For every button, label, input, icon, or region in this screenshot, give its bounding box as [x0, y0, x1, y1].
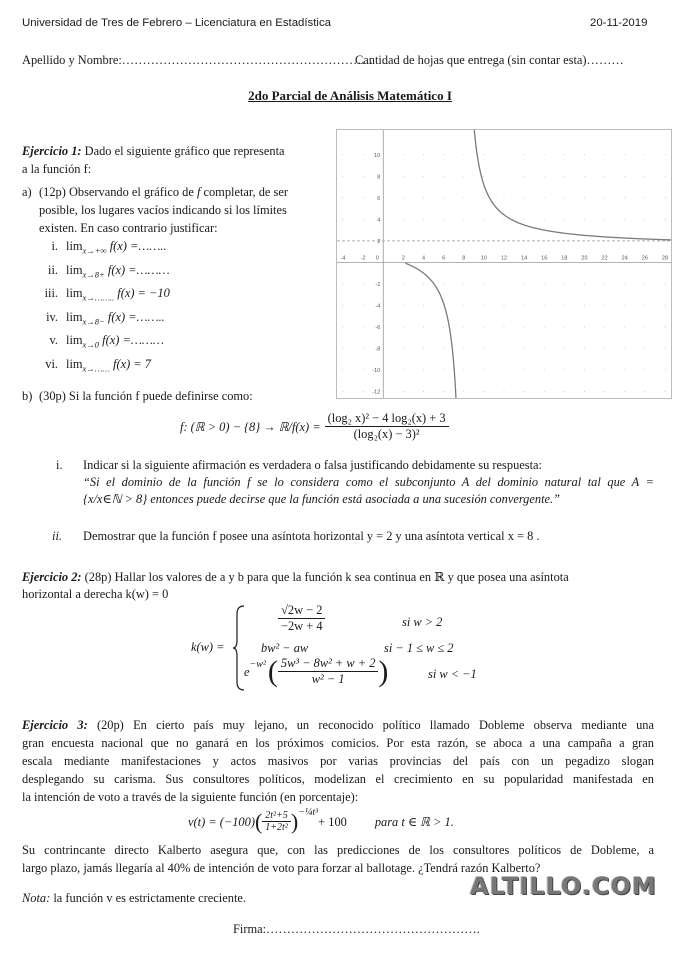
grid-dot	[624, 305, 625, 306]
limit-expression: f(x) =………	[104, 263, 170, 277]
grid-dot	[443, 369, 444, 370]
x-tick-label: 22	[601, 255, 608, 262]
grid-dot	[584, 176, 585, 177]
v-rparen: )	[290, 808, 299, 834]
grid-dot	[423, 283, 424, 284]
grid-dot	[503, 219, 504, 220]
x-tick-label: 16	[541, 255, 548, 262]
k-case2: bw² − aw	[261, 641, 309, 655]
limit-expression: f(x) =………	[99, 333, 164, 347]
ex3-line2: gran encuesta nacional que no ganará en los próximos comicios. Por esta razón, se aboca a una campaña a gran	[22, 736, 654, 750]
ex2-line1	[22, 568, 569, 586]
v-right: + 100	[318, 814, 347, 829]
grid-dot	[544, 197, 545, 198]
y-tick-label: 6	[377, 195, 381, 202]
ex1-b-label: b)	[22, 389, 33, 403]
grid-dot	[564, 154, 565, 155]
limit-item	[30, 261, 170, 283]
ex1-ii-num: ii.	[52, 529, 62, 543]
grid-dot	[624, 369, 625, 370]
ex3-line1	[22, 716, 654, 734]
limit-word: lim	[66, 286, 83, 300]
function-graph-svg	[337, 130, 671, 398]
grid-dot	[443, 283, 444, 284]
grid-dot	[423, 305, 424, 306]
grid-dot	[403, 369, 404, 370]
x-tick-label: 14	[521, 255, 528, 262]
limit-subscript: x→……..	[82, 292, 115, 303]
k-case1-den: −2w + 4	[281, 619, 323, 633]
function-graph	[336, 129, 672, 399]
limit-number: iv.	[46, 310, 58, 324]
grid-dot	[403, 391, 404, 392]
grid-dot	[604, 219, 605, 220]
v-formula	[188, 806, 454, 834]
ex1-a-points: (12p)	[39, 185, 66, 199]
grid-dot	[363, 283, 364, 284]
grid-dot	[463, 219, 464, 220]
ex2-heading: Ejercicio 2:	[22, 570, 82, 584]
grid-dot	[503, 176, 504, 177]
ex1-a-label: a)	[22, 185, 32, 199]
grid-dot	[463, 305, 464, 306]
grid-dot	[483, 154, 484, 155]
limit-item	[30, 308, 165, 330]
grid-dot	[664, 305, 665, 306]
ex1-a-line1	[39, 183, 288, 201]
x-tick-label: 4	[421, 255, 426, 262]
limit-subscript: x→0	[82, 339, 100, 350]
k-case3-cond: si w < −1	[428, 667, 477, 681]
curve-left-branch	[405, 263, 457, 398]
grid-dot	[524, 391, 525, 392]
x-tick-label: 24	[621, 255, 628, 262]
grid-dot	[363, 326, 364, 327]
ex3-line3: escala mediante manifestaciones y actos masivos por varias provincias del país con un pegadizo slogan	[22, 754, 654, 768]
grid-dot	[624, 348, 625, 349]
grid-dot	[342, 348, 343, 349]
ex3-heading: Ejercicio 3:	[22, 718, 88, 732]
k-case2-cond: si − 1 ≤ w ≤ 2	[384, 641, 454, 655]
x-tick-label: 12	[500, 255, 508, 262]
grid-dot	[443, 219, 444, 220]
note-label: Nota:	[22, 891, 51, 905]
y-tick-label: -8	[375, 346, 381, 353]
grid-dot	[664, 369, 665, 370]
grid-dot	[644, 326, 645, 327]
grid-dot	[564, 326, 565, 327]
limit-word: lim	[66, 263, 83, 277]
grid-dot	[584, 348, 585, 349]
grid-dot	[604, 154, 605, 155]
grid-dot	[443, 197, 444, 198]
grid-dot	[644, 369, 645, 370]
y-tick-label: -2	[375, 281, 381, 288]
limit-word: lim	[66, 333, 83, 347]
grid-dot	[604, 176, 605, 177]
grid-dot	[342, 176, 343, 177]
k-left: k(w) =	[191, 640, 225, 654]
grid-dot	[524, 369, 525, 370]
grid-dot	[524, 154, 525, 155]
grid-dot	[403, 326, 404, 327]
grid-dot	[564, 219, 565, 220]
grid-dot	[564, 348, 565, 349]
grid-dot	[403, 197, 404, 198]
limit-number: i.	[51, 239, 58, 253]
grid-dot	[363, 176, 364, 177]
grid-dot	[342, 326, 343, 327]
grid-dot	[483, 283, 484, 284]
grid-dot	[423, 197, 424, 198]
grid-dot	[604, 326, 605, 327]
v-left: v(t) = (−100)	[188, 814, 255, 829]
grid-dot	[503, 283, 504, 284]
grid-dot	[503, 326, 504, 327]
limit-expression: f(x) = 7	[109, 357, 151, 371]
grid-dot	[483, 197, 484, 198]
grid-dot	[503, 369, 504, 370]
grid-dot	[544, 283, 545, 284]
grid-dot	[624, 197, 625, 198]
grid-dot	[544, 391, 545, 392]
grid-dot	[342, 305, 343, 306]
limit-number: ii.	[48, 263, 58, 277]
grid-dot	[403, 283, 404, 284]
grid-dot	[403, 305, 404, 306]
grid-dot	[463, 326, 464, 327]
ex3-line5: la intención de voto a través de la siguiente función (en porcentaje):	[22, 790, 359, 804]
ex1-a-text2: completar, de ser	[200, 185, 288, 199]
ex1-a-line2: posible, los lugares vacíos indicando si los límites	[39, 203, 287, 217]
x-tick-label: -2	[360, 255, 366, 262]
grid-dot	[342, 283, 343, 284]
grid-dot	[423, 326, 424, 327]
grid-dot	[584, 391, 585, 392]
ex2-text: (28p) Hallar los valores de a y b para que la función k sea continua en ℝ y que posea una asíntota	[81, 570, 569, 584]
grid-dot	[644, 348, 645, 349]
grid-dot	[342, 197, 343, 198]
grid-dot	[604, 391, 605, 392]
x-tick-label: 2	[401, 255, 405, 262]
grid-dot	[403, 348, 404, 349]
ex1-intro-text: Dado el siguiente gráfico que representa	[81, 144, 285, 158]
k-case1-num: √2w − 2	[278, 603, 325, 619]
grid-dot	[483, 176, 484, 177]
limit-number: iii.	[44, 286, 58, 300]
f-definition-left: f: (ℝ > 0) − {8} → ℝ/f(x) =	[180, 419, 321, 434]
grid-dot	[463, 176, 464, 177]
institution-header: Universidad de Tres de Febrero – Licenciatura en Estadística	[22, 17, 331, 29]
grid-dot	[604, 197, 605, 198]
y-tick-label: 4	[377, 217, 381, 224]
x-tick-label: 8	[462, 255, 466, 262]
grid-dot	[604, 283, 605, 284]
grid-dot	[342, 391, 343, 392]
limit-subscript: x→8+	[82, 269, 105, 280]
grid-dot	[524, 305, 525, 306]
grid-dot	[463, 154, 464, 155]
grid-dot	[564, 305, 565, 306]
k-case1	[278, 603, 326, 634]
x-tick-label: 10	[480, 255, 487, 262]
ex1-i-quote1: “Si el dominio de la función f se lo considera como el subconjunto A del dominio natural tal que A =	[83, 475, 654, 489]
grid-dot	[363, 197, 364, 198]
exam-title: 2do Parcial de Análisis Matemático I	[248, 88, 452, 103]
grid-dot	[604, 305, 605, 306]
grid-dot	[342, 154, 343, 155]
grid-dot	[403, 176, 404, 177]
grid-dot	[664, 154, 665, 155]
signature-line: Firma:…………………………………………….	[233, 922, 480, 936]
y-tick-label: 8	[377, 174, 381, 181]
k-case3-lparen: (	[267, 654, 278, 688]
v-exponent: −¼t³	[298, 806, 319, 818]
y-tick-label: -6	[375, 324, 381, 331]
grid-dot	[463, 369, 464, 370]
grid-dot	[564, 283, 565, 284]
grid-dot	[524, 219, 525, 220]
grid-dot	[644, 283, 645, 284]
grid-dot	[624, 154, 625, 155]
k-case3-frac	[278, 656, 378, 687]
grid-dot	[544, 154, 545, 155]
note-text: la función v es estrictamente creciente.	[50, 891, 246, 905]
grid-dot	[443, 391, 444, 392]
grid-dot	[584, 197, 585, 198]
grid-dot	[423, 219, 424, 220]
k-case3-base: e	[244, 664, 250, 679]
grid-dot	[644, 219, 645, 220]
v-inner-frac	[262, 810, 291, 833]
ex1-a-line3: existen. En caso contrario justificar:	[39, 221, 218, 235]
grid-dot	[544, 176, 545, 177]
k-case3-exp: −w²	[249, 658, 266, 670]
grid-dot	[664, 176, 665, 177]
grid-dot	[644, 197, 645, 198]
grid-dot	[664, 283, 665, 284]
f-fraction	[325, 411, 449, 442]
limit-item	[30, 331, 164, 353]
curve-right-branch	[472, 130, 671, 240]
grid-dot	[483, 391, 484, 392]
grid-dot	[524, 348, 525, 349]
grid-dot	[524, 176, 525, 177]
ex3-line4: desplegando su carisma. Sus consultores políticos, modelizan el crecimiento en su popularidad manifestada en	[22, 772, 654, 786]
k-case3	[244, 656, 388, 687]
grid-dot	[483, 369, 484, 370]
grid-dot	[363, 369, 364, 370]
grid-dot	[584, 326, 585, 327]
v-condition: para t ∈ ℝ > 1.	[374, 814, 454, 829]
grid-dot	[584, 219, 585, 220]
ex1-intro-2: a la función f:	[22, 162, 92, 176]
grid-dot	[483, 348, 484, 349]
grid-dot	[544, 348, 545, 349]
grid-dot	[544, 369, 545, 370]
grid-dot	[664, 348, 665, 349]
grid-dot	[463, 391, 464, 392]
y-tick-label: 2	[377, 238, 381, 245]
note	[22, 889, 246, 907]
ex1-a-text: Observando el gráfico de	[65, 185, 197, 199]
limit-item	[30, 237, 167, 259]
limit-subscript: x→8−	[82, 316, 105, 327]
grid-dot	[483, 219, 484, 220]
grid-dot	[544, 219, 545, 220]
grid-dot	[403, 154, 404, 155]
grid-dot	[463, 197, 464, 198]
grid-dot	[363, 305, 364, 306]
grid-dot	[423, 391, 424, 392]
sheets-field: Cantidad de hojas que entrega (sin contar esta)………	[355, 53, 624, 67]
grid-dot	[423, 369, 424, 370]
ex1-heading: Ejercicio 1:	[22, 144, 82, 158]
ex1-i-text: Indicar si la siguiente afirmación es verdadera o falsa justificando debidamente su respuesta:	[83, 458, 542, 472]
k-case3-den: w² − 1	[311, 672, 345, 686]
ex3-after2: largo plazo, jamás llegaría al 40% de intención de voto para forzar al ballotage. ¿Tendrá razón Kalberto?	[22, 861, 541, 875]
grid-dot	[644, 176, 645, 177]
limit-expression: f(x) =……..	[106, 239, 167, 253]
grid-dot	[604, 369, 605, 370]
x-tick-label: 18	[561, 255, 568, 262]
grid-dot	[664, 326, 665, 327]
limit-item	[30, 284, 170, 306]
grid-dot	[524, 326, 525, 327]
grid-dot	[664, 197, 665, 198]
limit-expression: f(x) = −10	[114, 286, 170, 300]
grid-dot	[524, 197, 525, 198]
grid-dot	[644, 305, 645, 306]
ex3-text-1: (20p) En cierto país muy lejano, un reconocido político llamado Dobleme observa mediante una	[87, 718, 654, 732]
limit-word: lim	[66, 239, 83, 253]
grid-dot	[564, 391, 565, 392]
grid-dot	[584, 305, 585, 306]
grid-dot	[584, 283, 585, 284]
ex1-intro	[22, 142, 285, 160]
grid-dot	[423, 348, 424, 349]
grid-dot	[564, 176, 565, 177]
ex1-ii-text: Demostrar que la función f posee una asíntota horizontal y = 2 y una asíntota vertical x = 8 .	[83, 529, 540, 543]
grid-dot	[443, 176, 444, 177]
grid-dot	[644, 391, 645, 392]
grid-dot	[564, 197, 565, 198]
ex1-i-quote2: {x/x∈ℕ > 8} entonces puede decirse que la función está asociada a una sucesión convergente.”	[83, 492, 561, 506]
limit-subscript: x→+∞	[82, 245, 107, 256]
v-inner-num: 2t²+5	[262, 810, 291, 822]
v-inner-den: 1+2t²	[265, 822, 288, 833]
x-tick-label: 20	[581, 255, 588, 262]
watermark-logo: ALTILLO.COM	[470, 872, 657, 900]
limit-word: lim	[66, 310, 83, 324]
grid-dot	[544, 305, 545, 306]
v-lparen: (	[254, 808, 263, 834]
grid-dot	[403, 219, 404, 220]
grid-dot	[624, 176, 625, 177]
grid-dot	[564, 369, 565, 370]
ex1-b-text: (30p) Si la función f puede definirse como:	[39, 389, 253, 403]
k-case1-cond: si w > 2	[402, 615, 443, 629]
limit-number: vi.	[45, 357, 58, 371]
grid-dot	[503, 197, 504, 198]
grid-dot	[463, 348, 464, 349]
limit-item	[30, 355, 151, 377]
grid-dot	[443, 348, 444, 349]
exam-date: 20-11-2019	[590, 17, 648, 29]
grid-dot	[584, 154, 585, 155]
grid-dot	[524, 283, 525, 284]
grid-dot	[363, 391, 364, 392]
grid-dot	[443, 154, 444, 155]
y-tick-label: -10	[372, 368, 381, 375]
grid-dot	[664, 219, 665, 220]
k-case3-rparen: )	[378, 654, 389, 688]
x-tick-label: 28	[661, 255, 669, 262]
limit-word: lim	[66, 357, 83, 371]
grid-dot	[342, 219, 343, 220]
grid-dot	[363, 154, 364, 155]
grid-dot	[483, 305, 484, 306]
grid-dot	[604, 348, 605, 349]
grid-dot	[644, 154, 645, 155]
grid-dot	[624, 391, 625, 392]
x-tick-label: -4	[340, 255, 346, 262]
grid-dot	[503, 391, 504, 392]
x-tick-label: 26	[641, 255, 648, 262]
grid-dot	[503, 348, 504, 349]
f-definition	[180, 411, 449, 442]
grid-dot	[503, 305, 504, 306]
grid-dot	[624, 283, 625, 284]
grid-dot	[443, 326, 444, 327]
grid-dot	[624, 326, 625, 327]
grid-dot	[423, 176, 424, 177]
grid-dot	[423, 154, 424, 155]
name-field: Apellido y Nombre:…………………………………………………….	[22, 53, 373, 67]
grid-dot	[584, 369, 585, 370]
grid-dot	[483, 326, 484, 327]
x-tick-label: 6	[442, 255, 446, 262]
f-numerator: (log₂ x)² − 4 log₂(x) + 3	[325, 411, 449, 427]
grid-dot	[503, 154, 504, 155]
limit-number: v.	[49, 333, 58, 347]
y-tick-label: -12	[372, 389, 381, 396]
grid-dot	[544, 326, 545, 327]
grid-dot	[664, 391, 665, 392]
grid-dot	[342, 369, 343, 370]
grid-dot	[363, 219, 364, 220]
ex1-a-f: f	[196, 185, 201, 199]
k-case3-num: 5w³ − 8w² + w + 2	[278, 656, 378, 672]
x-tick-label: 0	[375, 255, 379, 262]
grid-dot	[363, 348, 364, 349]
limit-subscript: x→……	[82, 363, 110, 374]
grid-dot	[463, 283, 464, 284]
ex3-after1: Su contrincante directo Kalberto asegura que, con las predicciones de los consultores políticos de Dobleme, a	[22, 843, 654, 857]
limit-expression: f(x) =……..	[104, 310, 165, 324]
ex2-line2: horizontal a derecha k(w) = 0	[22, 587, 169, 601]
f-denominator: (log₂(x) − 3)²	[353, 427, 420, 441]
ex1-i-num: i.	[56, 458, 63, 472]
y-tick-label: -4	[375, 303, 381, 310]
y-tick-label: 10	[374, 152, 381, 159]
k-case1-frac	[278, 603, 326, 634]
grid-dot	[624, 219, 625, 220]
